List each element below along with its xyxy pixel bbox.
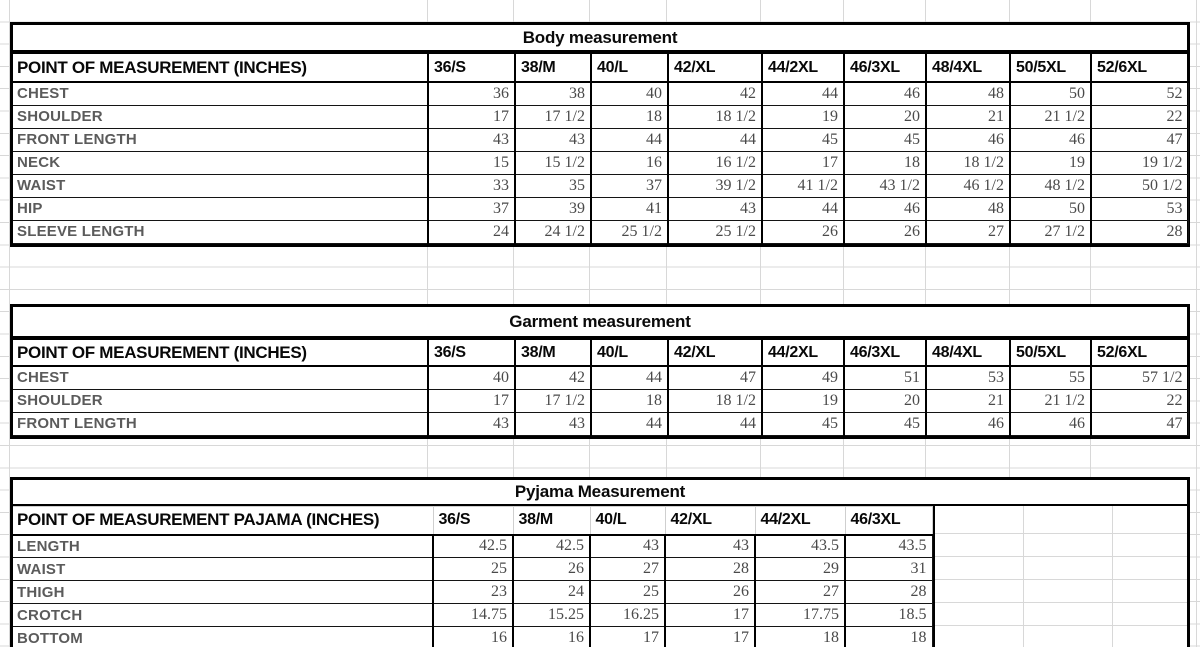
value-cell[interactable]: 15 1/2 — [515, 151, 591, 174]
value-cell[interactable]: 39 1/2 — [668, 174, 762, 197]
size-column-header[interactable]: 40/L — [591, 339, 668, 366]
value-cell[interactable]: 44 — [591, 366, 668, 389]
value-cell[interactable]: 49 — [762, 366, 844, 389]
row-label-cell[interactable]: WAIST — [13, 174, 428, 197]
size-column-header[interactable]: 48/4XL — [926, 53, 1010, 82]
grid-line — [935, 602, 1188, 603]
value-cell[interactable]: 25 1/2 — [591, 220, 668, 243]
value-cell[interactable]: 50 1/2 — [1091, 174, 1188, 197]
row-label-cell[interactable]: WAIST — [13, 558, 433, 581]
value-cell[interactable]: 31 — [845, 558, 932, 581]
value-cell[interactable]: 41 1/2 — [762, 174, 844, 197]
value-cell[interactable]: 43 — [665, 535, 755, 558]
value-cell[interactable]: 43 — [668, 197, 762, 220]
table-title: Pyjama Measurement — [514, 482, 686, 501]
table-row — [13, 412, 1188, 435]
value-cell[interactable]: 40 — [428, 366, 515, 389]
size-column-header[interactable]: 46/3XL — [845, 507, 932, 535]
value-cell[interactable]: 17 1/2 — [515, 105, 591, 128]
row-label-cell[interactable]: CHEST — [13, 366, 428, 389]
value-cell[interactable]: 27 — [590, 558, 665, 581]
value-cell[interactable]: 37 — [591, 174, 668, 197]
value-cell[interactable]: 47 — [668, 366, 762, 389]
value-cell[interactable]: 18 — [844, 151, 926, 174]
grid-line — [1023, 506, 1024, 647]
table-row — [13, 535, 932, 558]
value-cell[interactable]: 27 1/2 — [1010, 220, 1091, 243]
measurement-table — [13, 52, 1189, 244]
value-cell[interactable]: 44 — [668, 412, 762, 435]
value-cell[interactable]: 28 — [1091, 220, 1188, 243]
table-row — [13, 627, 932, 647]
row-label-cell[interactable]: THIGH — [13, 581, 433, 604]
value-cell[interactable]: 18 — [845, 627, 932, 647]
value-cell[interactable]: 42.5 — [433, 535, 513, 558]
value-cell[interactable]: 24 — [428, 220, 515, 243]
value-cell[interactable]: 45 — [762, 128, 844, 151]
measurement-table — [13, 338, 1189, 436]
value-cell[interactable]: 16 — [591, 151, 668, 174]
value-cell[interactable]: 19 — [762, 105, 844, 128]
table-title: Body measurement — [522, 27, 678, 47]
table-title-cell[interactable] — [13, 25, 1187, 52]
value-cell[interactable]: 42 — [515, 366, 591, 389]
table-row — [13, 82, 1188, 105]
value-cell[interactable]: 18 1/2 — [926, 151, 1010, 174]
size-column-header[interactable]: 40/L — [591, 53, 668, 82]
value-cell[interactable]: 23 — [433, 581, 513, 604]
size-column-header[interactable]: 38/M — [515, 53, 591, 82]
value-cell[interactable]: 26 — [762, 220, 844, 243]
value-cell[interactable]: 40 — [591, 82, 668, 105]
value-cell[interactable]: 17 — [428, 105, 515, 128]
size-column-header[interactable]: 48/4XL — [926, 339, 1010, 366]
value-cell[interactable]: 43 — [515, 412, 591, 435]
size-column-header[interactable]: 42/XL — [665, 507, 755, 535]
value-cell[interactable]: 22 — [1091, 105, 1188, 128]
value-cell[interactable]: 41 — [591, 197, 668, 220]
value-cell[interactable]: 22 — [1091, 389, 1188, 412]
size-column-header[interactable]: 42/XL — [668, 339, 762, 366]
value-cell[interactable]: 48 1/2 — [1010, 174, 1091, 197]
value-cell[interactable]: 24 1/2 — [515, 220, 591, 243]
value-cell[interactable]: 18 — [591, 105, 668, 128]
value-cell[interactable]: 16 — [513, 627, 590, 647]
value-cell[interactable]: 42.5 — [513, 535, 590, 558]
row-label-cell[interactable]: NECK — [13, 151, 428, 174]
value-cell[interactable]: 45 — [844, 412, 926, 435]
size-column-header[interactable]: 52/6XL — [1091, 339, 1188, 366]
table-row — [13, 581, 932, 604]
value-cell[interactable]: 17 — [590, 627, 665, 647]
value-cell[interactable]: 27 — [755, 581, 845, 604]
value-cell[interactable]: 33 — [428, 174, 515, 197]
value-cell[interactable]: 17 — [762, 151, 844, 174]
value-cell[interactable]: 43 — [515, 128, 591, 151]
value-cell[interactable]: 46 — [1010, 412, 1091, 435]
size-column-header[interactable]: 46/3XL — [844, 53, 926, 82]
value-cell[interactable]: 20 — [844, 389, 926, 412]
value-cell[interactable]: 43 — [428, 412, 515, 435]
value-cell[interactable]: 44 — [668, 128, 762, 151]
value-cell[interactable]: 19 — [762, 389, 844, 412]
size-column-header[interactable]: 44/2XL — [762, 53, 844, 82]
value-cell[interactable]: 18 — [591, 389, 668, 412]
value-cell[interactable]: 28 — [665, 558, 755, 581]
table-body-measurement — [10, 22, 1190, 247]
value-cell[interactable]: 25 — [433, 558, 513, 581]
table-row — [13, 174, 1188, 197]
value-cell[interactable]: 43.5 — [845, 535, 932, 558]
table-garment-measurement — [10, 304, 1190, 439]
value-cell[interactable]: 39 — [515, 197, 591, 220]
value-cell[interactable]: 53 — [1091, 197, 1188, 220]
row-label-cell[interactable]: FRONT LENGTH — [13, 412, 428, 435]
row-label-cell[interactable]: LENGTH — [13, 535, 433, 558]
value-cell[interactable]: 18 1/2 — [668, 105, 762, 128]
grid-line — [1196, 0, 1197, 647]
table-row — [13, 366, 1188, 389]
value-cell[interactable]: 27 — [926, 220, 1010, 243]
size-column-header[interactable]: 38/M — [515, 339, 591, 366]
value-cell[interactable]: 38 — [515, 82, 591, 105]
size-column-header[interactable]: 44/2XL — [755, 507, 845, 535]
table-title-cell[interactable] — [13, 480, 1187, 506]
value-cell[interactable]: 16 1/2 — [668, 151, 762, 174]
value-cell[interactable]: 44 — [591, 128, 668, 151]
row-label-cell[interactable]: BOTTOM — [13, 627, 433, 647]
value-cell[interactable]: 52 — [1091, 82, 1188, 105]
value-cell[interactable]: 25 — [590, 581, 665, 604]
value-cell[interactable]: 21 — [926, 389, 1010, 412]
table-title: Garment measurement — [509, 311, 691, 331]
grid-line — [935, 625, 1188, 626]
value-cell[interactable]: 16 — [433, 627, 513, 647]
value-cell[interactable]: 26 — [665, 581, 755, 604]
value-cell[interactable]: 20 — [844, 105, 926, 128]
value-cell[interactable]: 21 1/2 — [1010, 105, 1091, 128]
row-label-cell[interactable]: HIP — [13, 197, 428, 220]
value-cell[interactable]: 44 — [762, 197, 844, 220]
size-column-header[interactable]: 50/5XL — [1010, 53, 1091, 82]
value-cell[interactable]: 35 — [515, 174, 591, 197]
value-cell[interactable]: 44 — [591, 412, 668, 435]
size-column-header[interactable]: 50/5XL — [1010, 339, 1091, 366]
point-of-measurement-header[interactable]: POINT OF MEASUREMENT PAJAMA (INCHES) — [13, 507, 433, 535]
table-pyjama-measurement — [10, 477, 1190, 647]
value-cell[interactable]: 43 1/2 — [844, 174, 926, 197]
value-cell[interactable]: 16.25 — [590, 604, 665, 627]
value-cell[interactable]: 51 — [844, 366, 926, 389]
value-cell[interactable]: 18.5 — [845, 604, 932, 627]
value-cell[interactable]: 17 — [428, 389, 515, 412]
value-cell[interactable]: 17 1/2 — [515, 389, 591, 412]
value-cell[interactable]: 43 — [428, 128, 515, 151]
value-cell[interactable]: 50 — [1010, 82, 1091, 105]
value-cell[interactable]: 21 — [926, 105, 1010, 128]
table-row — [13, 197, 1188, 220]
value-cell[interactable]: 36 — [428, 82, 515, 105]
value-cell[interactable]: 45 — [844, 128, 926, 151]
value-cell[interactable]: 43.5 — [755, 535, 845, 558]
value-cell[interactable]: 15.25 — [513, 604, 590, 627]
grid-line — [935, 533, 1188, 534]
grid-line — [1112, 506, 1113, 647]
value-cell[interactable]: 44 — [762, 82, 844, 105]
value-cell[interactable]: 37 — [428, 197, 515, 220]
value-cell[interactable]: 45 — [762, 412, 844, 435]
row-label-cell[interactable]: CHEST — [13, 82, 428, 105]
value-cell[interactable]: 24 — [513, 581, 590, 604]
measurement-table — [13, 506, 933, 647]
size-column-header[interactable]: 46/3XL — [844, 339, 926, 366]
point-of-measurement-header[interactable]: POINT OF MEASUREMENT (INCHES) — [13, 53, 428, 82]
size-column-header[interactable]: 44/2XL — [762, 339, 844, 366]
value-cell[interactable]: 46 — [844, 197, 926, 220]
value-cell[interactable]: 21 1/2 — [1010, 389, 1091, 412]
value-cell[interactable]: 48 — [926, 197, 1010, 220]
grid-line — [935, 556, 1188, 557]
row-label-cell[interactable]: CROTCH — [13, 604, 433, 627]
size-column-header[interactable]: 36/S — [433, 507, 513, 535]
value-cell[interactable]: 46 — [926, 128, 1010, 151]
value-cell[interactable]: 50 — [1010, 197, 1091, 220]
table-row — [13, 220, 1188, 243]
table-row — [13, 604, 932, 627]
value-cell[interactable]: 43 — [590, 535, 665, 558]
point-of-measurement-header[interactable]: POINT OF MEASUREMENT (INCHES) — [13, 339, 428, 366]
size-column-header[interactable]: 42/XL — [668, 53, 762, 82]
row-label-cell[interactable]: SHOULDER — [13, 105, 428, 128]
table-row — [13, 128, 1188, 151]
size-column-header[interactable]: 36/S — [428, 53, 515, 82]
value-cell[interactable]: 42 — [668, 82, 762, 105]
size-column-header[interactable]: 38/M — [513, 507, 590, 535]
value-cell[interactable]: 17 — [665, 604, 755, 627]
value-cell[interactable]: 48 — [926, 82, 1010, 105]
value-cell[interactable]: 19 — [1010, 151, 1091, 174]
size-column-header[interactable]: 36/S — [428, 339, 515, 366]
size-column-header[interactable]: 40/L — [590, 507, 665, 535]
row-label-cell[interactable]: SLEEVE LENGTH — [13, 220, 428, 243]
value-cell[interactable]: 26 — [513, 558, 590, 581]
value-cell[interactable]: 15 — [428, 151, 515, 174]
table-row — [13, 389, 1188, 412]
value-cell[interactable]: 46 — [1010, 128, 1091, 151]
empty-grid-area — [935, 506, 1188, 647]
row-label-cell[interactable]: FRONT LENGTH — [13, 128, 428, 151]
value-cell[interactable]: 46 — [844, 82, 926, 105]
value-cell[interactable]: 25 1/2 — [668, 220, 762, 243]
value-cell[interactable]: 28 — [845, 581, 932, 604]
value-cell[interactable]: 19 1/2 — [1091, 151, 1188, 174]
row-label-cell[interactable]: SHOULDER — [13, 389, 428, 412]
grid-line — [935, 579, 1188, 580]
value-cell[interactable]: 55 — [1010, 366, 1091, 389]
value-cell[interactable]: 18 — [755, 627, 845, 647]
table-row — [13, 558, 932, 581]
value-cell[interactable]: 29 — [755, 558, 845, 581]
value-cell[interactable]: 26 — [844, 220, 926, 243]
value-cell[interactable]: 14.75 — [433, 604, 513, 627]
value-cell[interactable]: 46 1/2 — [926, 174, 1010, 197]
value-cell[interactable]: 53 — [926, 366, 1010, 389]
value-cell[interactable]: 47 — [1091, 412, 1188, 435]
value-cell[interactable]: 17 — [665, 627, 755, 647]
value-cell[interactable]: 17.75 — [755, 604, 845, 627]
value-cell[interactable]: 46 — [926, 412, 1010, 435]
size-column-header[interactable]: 52/6XL — [1091, 53, 1188, 82]
table-row — [13, 105, 1188, 128]
table-title-cell[interactable] — [13, 307, 1187, 338]
value-cell[interactable]: 57 1/2 — [1091, 366, 1188, 389]
value-cell[interactable]: 47 — [1091, 128, 1188, 151]
table-row — [13, 151, 1188, 174]
value-cell[interactable]: 18 1/2 — [668, 389, 762, 412]
